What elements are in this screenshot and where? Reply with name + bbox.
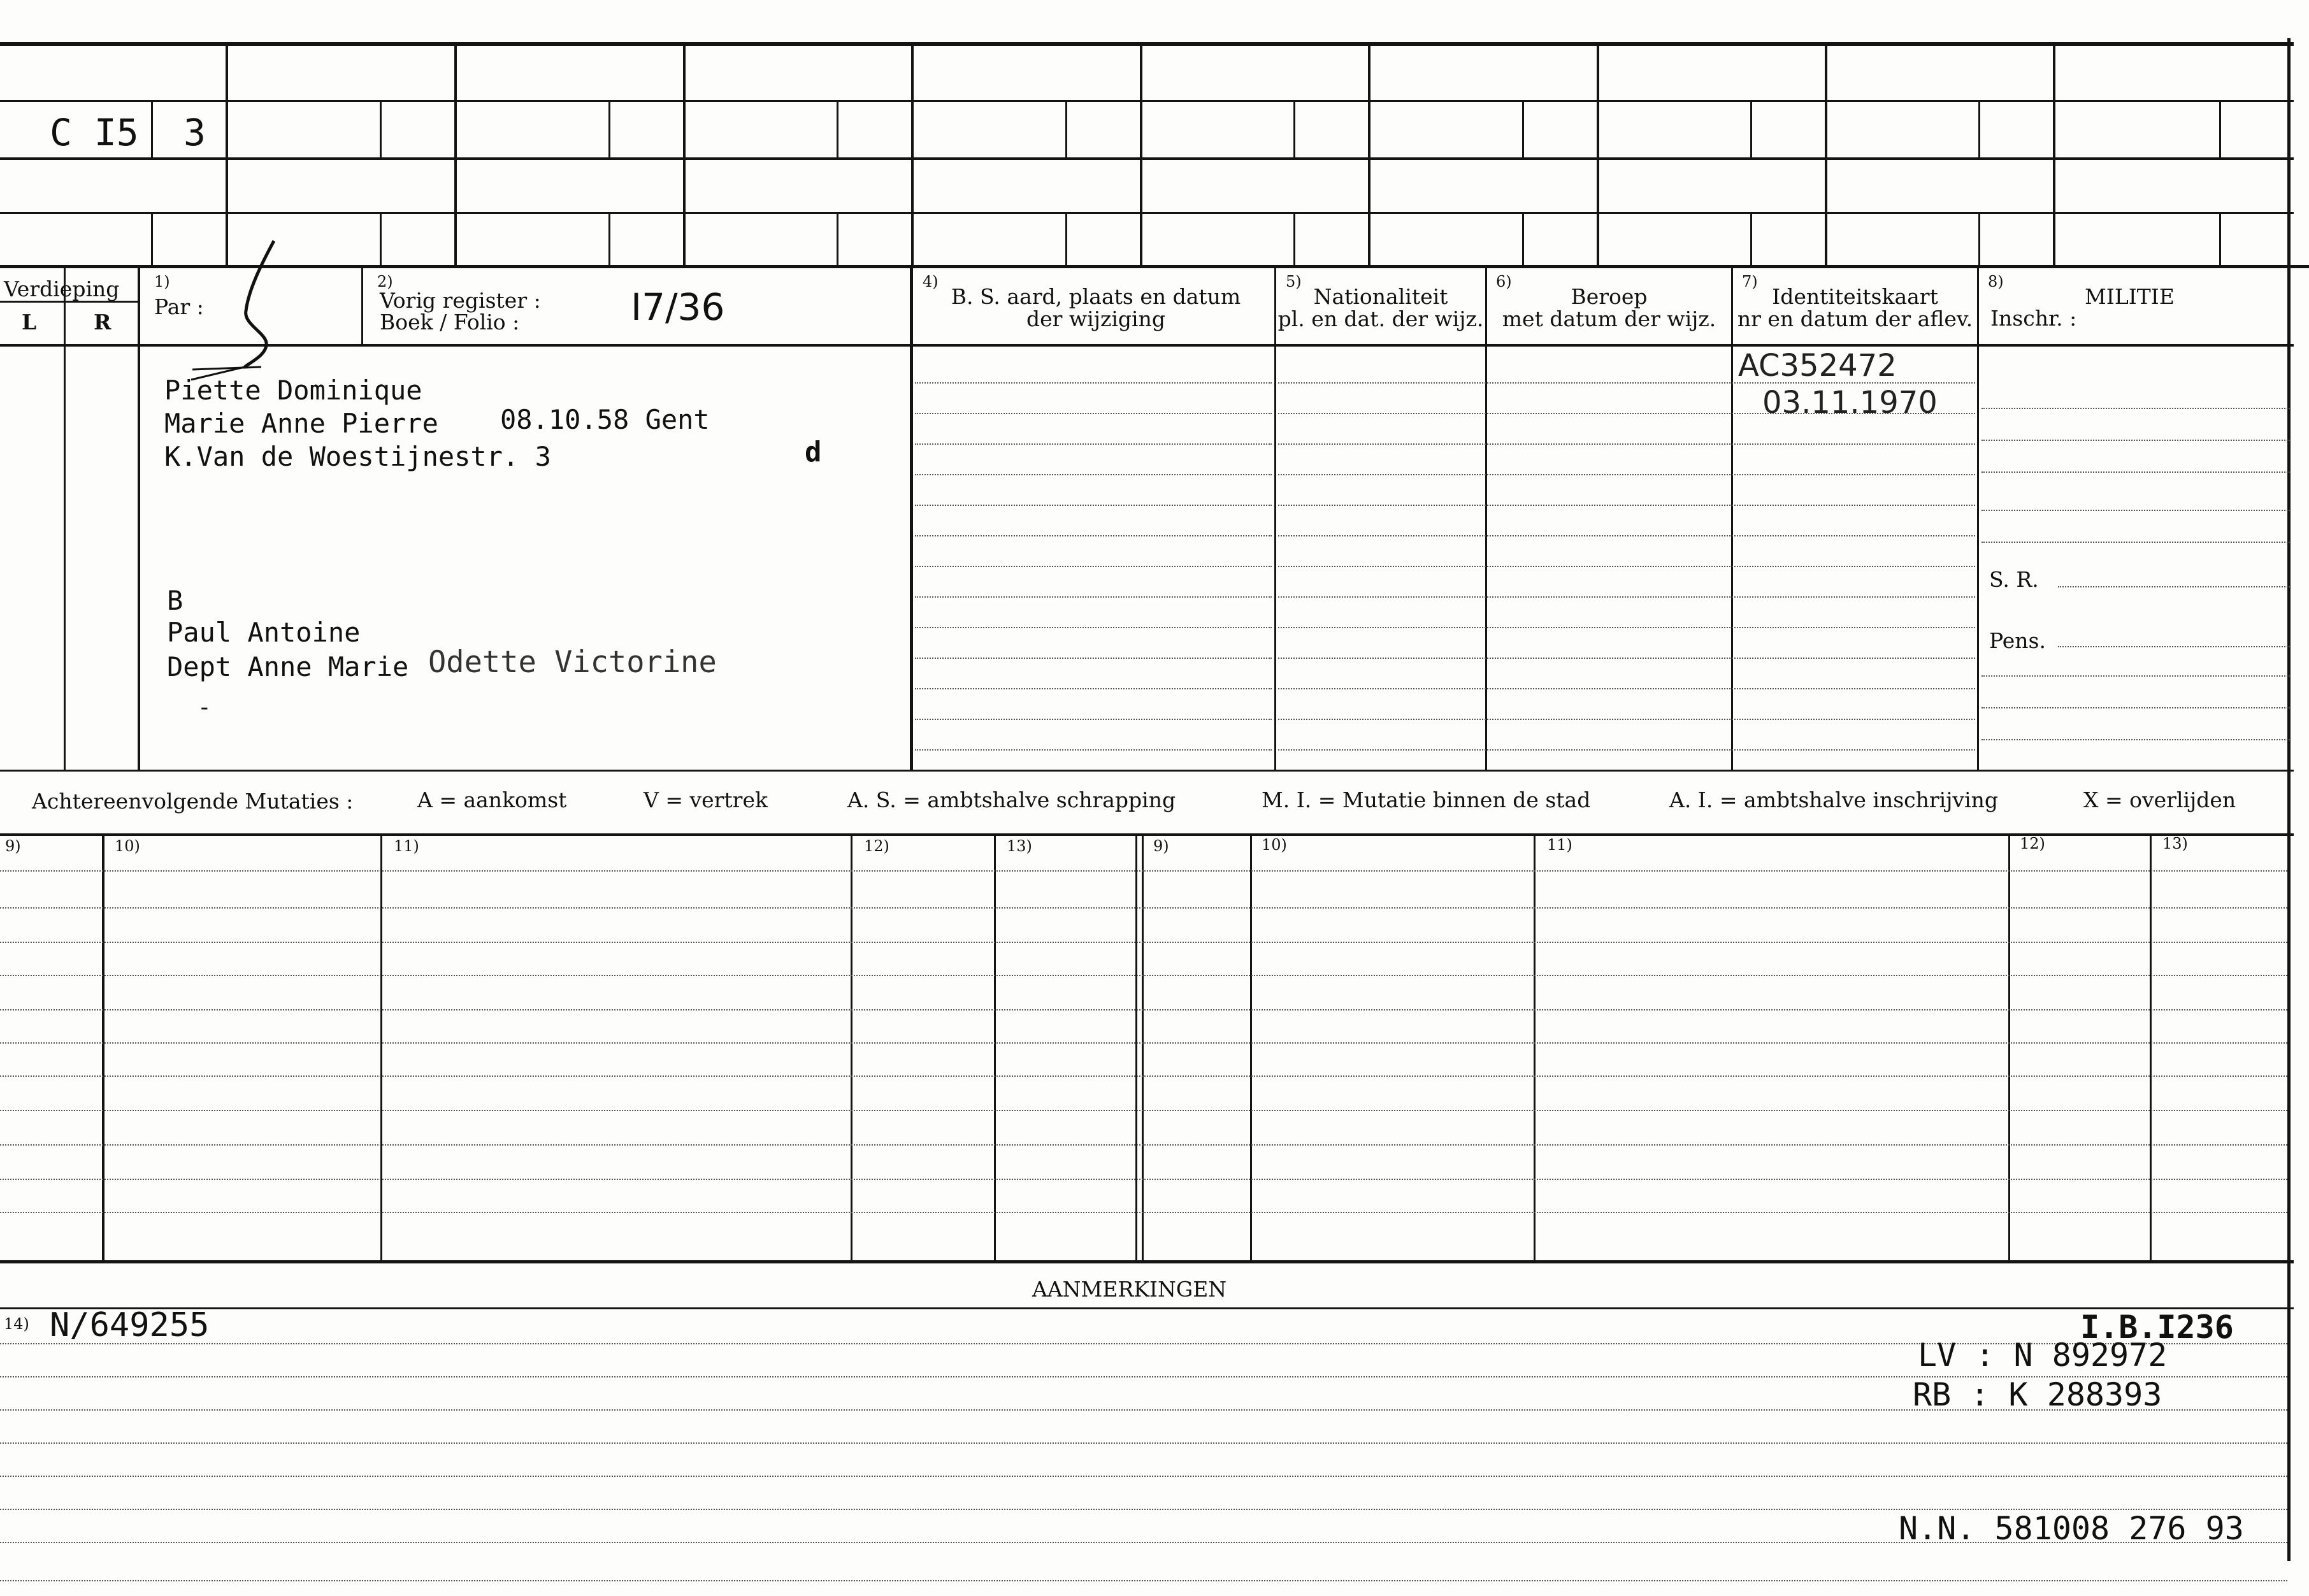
boek-folio-value: I7/36 <box>631 285 725 329</box>
mut-col-9-right: 9) <box>1153 837 1169 855</box>
spouse-given-names: Dept Anne Marie <box>167 651 409 682</box>
register-number: 3 <box>183 111 206 154</box>
id-number: 7) <box>1742 273 1758 291</box>
legend-x: X = overlijden <box>2083 787 2236 812</box>
mutaties-title: Achtereenvolgende Mutaties : <box>32 789 354 814</box>
id-card-number: AC352472 <box>1738 348 1897 384</box>
nat-header-line1: Nationaliteit <box>1313 284 1448 309</box>
id-header-line1: Identiteitskaart <box>1772 284 1938 309</box>
aanmerkingen-title: AANMERKINGEN <box>1032 1277 1227 1302</box>
legend-ai: A. I. = ambtshalve inschrijving <box>1669 787 1999 812</box>
legend-mi: M. I. = Mutatie binnen de stad <box>1262 787 1591 812</box>
beroep-number: 6) <box>1496 273 1512 291</box>
rb-number: RB : K 288393 <box>1913 1376 2162 1413</box>
lv-number: LV : N 892972 <box>1918 1337 2168 1374</box>
l-label: L <box>22 310 37 334</box>
person-birth: 08.10.58 Gent <box>500 404 710 435</box>
mut-col-12-right: 12) <box>2020 835 2045 852</box>
person-given-names: Marie Anne Pierre <box>164 408 438 439</box>
inschr-label: Inschr. : <box>1990 306 2077 331</box>
mut-col-11-right: 11) <box>1547 836 1572 854</box>
beroep-header-line2: met datum der wijz. <box>1502 306 1716 331</box>
mark-d: d <box>805 436 822 468</box>
register-code: C I5 <box>50 111 139 154</box>
verdieping-label: Verdieping <box>4 277 120 301</box>
spouse-prefix: B <box>167 585 183 616</box>
person-name-line: Piette Dominique <box>164 375 422 406</box>
beroep-header-line1: Beroep <box>1571 284 1648 309</box>
legend-v: V = vertrek <box>644 787 768 812</box>
mut-col-13-right: 13) <box>2162 835 2188 852</box>
nat-header-line2: pl. en dat. der wijz. <box>1277 306 1484 331</box>
mut-col-12-left: 12) <box>864 837 889 855</box>
nn-number: N.N. 581008 276 93 <box>1899 1510 2244 1547</box>
vorig-register-label: Vorig register : <box>380 288 541 313</box>
handwritten-par-mark <box>185 236 299 382</box>
pens-label: Pens. <box>1989 628 2046 653</box>
bs-header-line2: der wijziging <box>1026 306 1165 331</box>
vorig-number: 2) <box>377 273 393 291</box>
sr-label: S. R. <box>1989 567 2039 592</box>
spouse-name: Paul Antoine <box>167 617 361 648</box>
par-number: 1) <box>154 273 170 291</box>
mut-col-9-left: 9) <box>5 837 21 855</box>
r-label: R <box>94 310 111 334</box>
nat-number: 5) <box>1286 273 1302 291</box>
mut-col-13-left: 13) <box>1007 837 1032 855</box>
militie-title: MILITIE <box>2085 284 2175 309</box>
dash-mark: - <box>198 694 212 721</box>
id-header-line2: nr en datum der aflev. <box>1737 306 1973 331</box>
bs-number: 4) <box>923 273 939 291</box>
legend-a: A = aankomst <box>417 787 567 812</box>
person-address: K.Van de Woestijnestr. 3 <box>164 441 551 472</box>
mut-col-10-left: 10) <box>115 837 140 855</box>
legend-as: A. S. = ambtshalve schrapping <box>847 787 1176 812</box>
aanmerkingen-ref: N/649255 <box>50 1306 210 1344</box>
par-label: Par : <box>154 294 204 319</box>
spouse-extra-names: Odette Victorine <box>428 645 717 680</box>
ib-number: I.B.I236 <box>2080 1309 2234 1346</box>
id-card-date: 03.11.1970 <box>1762 385 1938 421</box>
bs-header-line1: B. S. aard, plaats en datum <box>951 284 1241 309</box>
mut-col-10-right: 10) <box>1262 836 1287 854</box>
aanmerkingen-number: 14) <box>4 1315 29 1333</box>
boek-folio-label: Boek / Folio : <box>380 310 520 334</box>
militie-number: 8) <box>1988 273 2004 291</box>
mut-col-11-left: 11) <box>394 837 419 855</box>
